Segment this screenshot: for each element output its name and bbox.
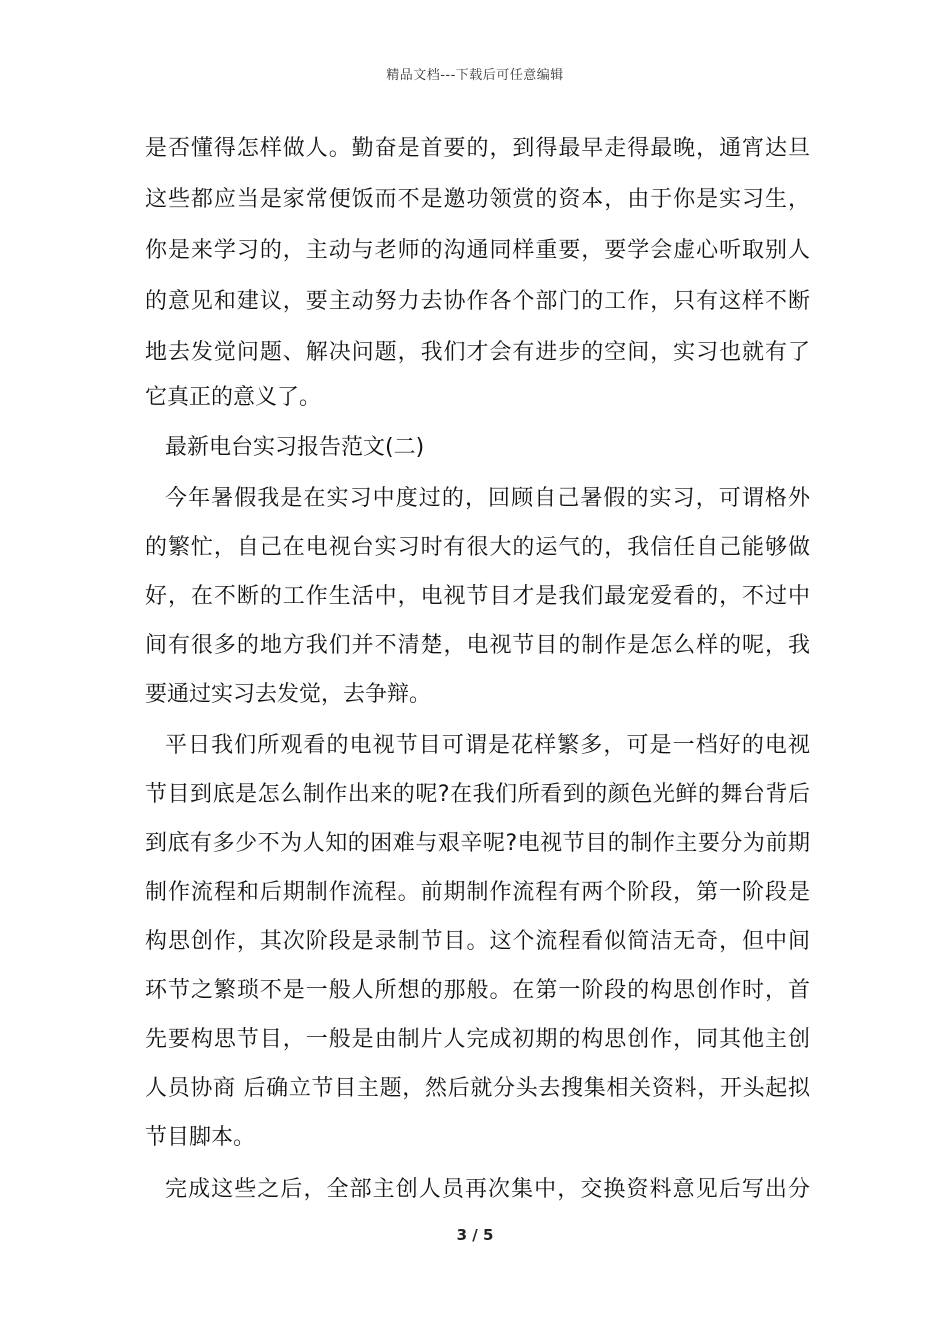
text-line: 先要构思节目，一般是由制片人完成初期的构思创作，同其他主创 [145,1027,810,1052]
text-line: 今年暑假我是在实习中度过的，回顾自己暑假的实习，可谓格外 [165,486,810,511]
text-line: 节目脚本。 [145,1125,256,1150]
text-line: 完成这些之后，全部主创人员再次集中，交换资料意见后写出分 [165,1177,810,1202]
text-line: 环节之繁琐不是一般人所想的那般。在第一阶段的构思创作时，首 [145,978,810,1003]
page-number: 3 / 5 [456,1226,494,1244]
text-line: 节目到底是怎么制作出来的呢?在我们所看到的颜色光鲜的舞台背后 [145,782,810,807]
page-header: 精品文档---下载后可任意编辑 [386,68,564,83]
text-line: 好，在不断的工作生活中，电视节目才是我们最宠爱看的，不过中 [145,584,810,609]
text-line: 要通过实习去发觉，去争辩。 [145,682,432,707]
section-heading: 最新电台实习报告范文(二) [165,435,425,460]
text-line: 是否懂得怎样做人。勤奋是首要的，到得最早走得最晚，通宵达旦 [145,136,810,161]
text-line: 地去发觉问题、解决问题，我们才会有进步的空间，实习也就有了 [145,340,810,365]
text-line: 你是来学习的，主动与老师的沟通同样重要，要学会虚心听取别人 [145,238,810,263]
text-line: 的意见和建议，要主动努力去协作各个部门的工作，只有这样不断 [145,289,810,314]
text-line: 平日我们所观看的电视节目可谓是花样繁多，可是一档好的电视 [165,733,810,758]
text-line: 人员协商 后确立节目主题，然后就分头去搜集相关资料，开头起拟 [145,1076,810,1101]
text-line: 到底有多少不为人知的困难与艰辛呢?电视节目的制作主要分为前期 [145,831,810,856]
text-line: 构思创作，其次阶段是录制节目。这个流程看似简洁无奇，但中间 [145,929,810,954]
text-line: 它真正的意义了。 [145,385,322,410]
text-line: 制作流程和后期制作流程。前期制作流程有两个阶段，第一阶段是 [145,880,810,905]
text-line: 这些都应当是家常便饭而不是邀功领赏的资本，由于你是实习生， [145,187,810,212]
text-line: 的繁忙，自己在电视台实习时有很大的运气的，我信任自己能够做 [145,535,810,560]
text-line: 间有很多的地方我们并不清楚，电视节目的制作是怎么样的呢，我 [145,633,810,658]
